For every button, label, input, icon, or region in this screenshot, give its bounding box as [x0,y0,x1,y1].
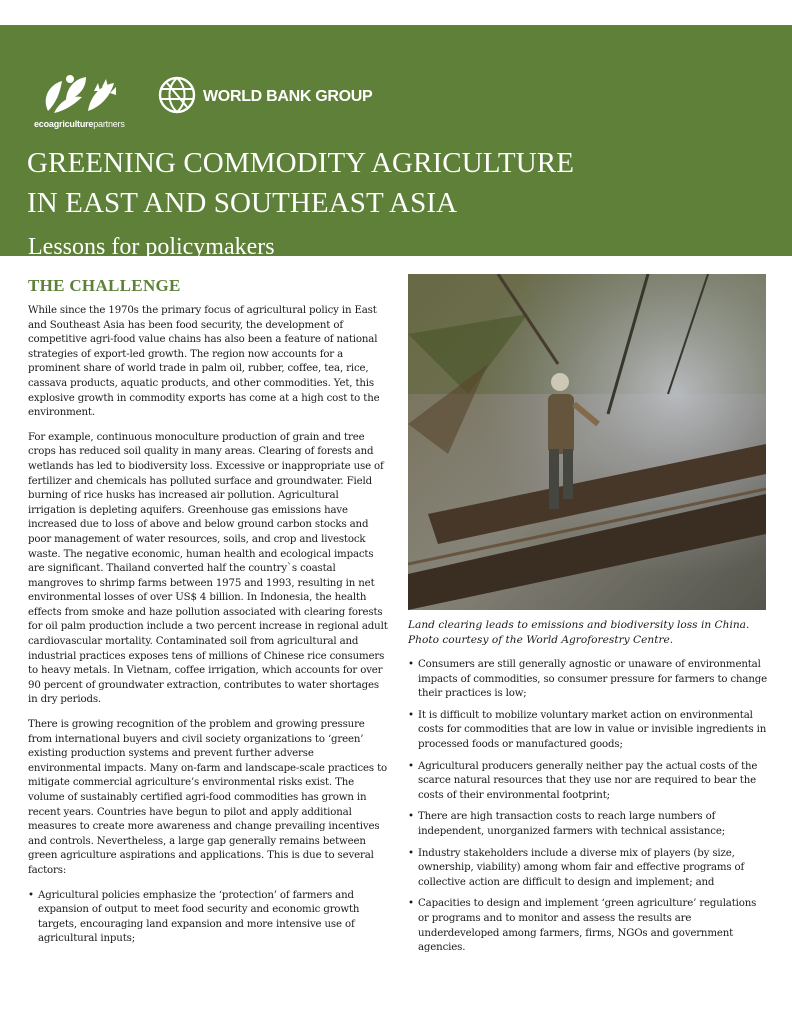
world-bank-wordmark: WORLD BANK GROUP [203,88,373,105]
ecoagriculture-leaf-icon [40,71,130,119]
list-item: • It is difficult to mobilize voluntary market action on environmental costs for commodities that are low in value or invisible ingredients in processed foods or manufactured goods; [408,709,767,750]
bullet-icon: • [28,889,34,901]
paragraph-examples: For example, continuous monoculture production of grain and tree crops has reduced soil quality in many areas. Clearing of forests and wetlands has led to biodiversity loss. Excessive or inappropriate use of fertilizer and chemicals has polluted surface and groundwater. Field burning of rice husks has increased air pollution. Agricultural irrigation is depleting aquifers. Greenhouse gas emissions have increased due to loss of above and below ground carbon stocks and poor management of water resources, soils, and crop and livestock waste. The negative economic, human health and ecological impacts are significant. Thailand converted half the country`s coastal mangroves to shrimp farms between 1975 and 1993, resulting in net environmental losses of over US$ 4 billion. In Indonesia, the health effects from smoke and haze pollution associated with clearing forests for oil palm production include a two percent increase in regional adult cardiovascular mortality. Contaminated soil from agricultural and industrial practices exposes tens of millions of Chinese rice consumers to heavy metals. In Vietnam, coffee irrigation, which accounts for over 90 percent of groundwater extraction, contributes to water shortages in dry periods. [28,431,388,706]
page-subtitle: Lessons for policymakers [28,234,275,260]
section-heading: THE CHALLENGE [28,276,181,295]
globe-icon [157,75,197,115]
list-item: • Industry stakeholders include a diverse mix of players (by size, ownership, viability) among whom fair and effective programs of collective action are difficult to design and implement; and [408,847,745,888]
bullet-icon: • [408,811,414,823]
bullet-icon: • [408,847,414,859]
photo-caption: Land clearing leads to emissions and biodiversity loss in China. Photo courtesy of the World Agroforestry Centre. [408,619,750,646]
paragraph-recognition: There is growing recognition of the problem and growing pressure from international buyers and civil society organizations to ‘green’ existing production systems and prevent further adverse environmental impacts. Many on-farm and landscape-scale practices to mitigate commercial agriculture’s environmental risks exist. The volume of sustainably certified agri-food commodities has grown in recent years. Countries have begun to pilot and apply additional measures to create more awareness and change prevailing incentives and controls. Nevertheless, a large gap generally remains between green agriculture aspirations and applications. This is due to several factors: [28,719,388,876]
list-item: • Consumers are still generally agnostic or unaware of environmental impacts of commodities, so consumer pressure for farmers to change their practices is low; [408,659,768,700]
right-column [408,274,768,963]
world-bank-logo [157,75,387,119]
bullet-icon: • [408,898,414,910]
list-item: • Agricultural policies emphasize the ‘protection’ of farmers and expansion of output to meet food security and economic growth targets, encouraging land expansion and more intensive use of agricultural inputs; [28,889,360,945]
page-title [27,143,767,223]
ecoagriculture-wordmark: ecoagriculturepartners [34,119,125,129]
list-item: • Agricultural producers generally neither pay the actual costs of the scarce natural resources that they use nor are required to bear the costs of their environmental footprint; [408,760,758,801]
bullet-icon: • [408,709,414,721]
left-bullet-list [28,889,388,947]
title-line-2: IN EAST AND SOUTHEAST ASIA [27,187,458,219]
photo-illustration [408,274,766,610]
list-item: • There are high transaction costs to reach large numbers of independent, unorganized farmers with technical assistance; [408,811,726,837]
list-item: • Capacities to design and implement ‘green agriculture’ regulations or programs and to monitor and assess the results are underdeveloped among farmers, firms, NGOs and government agencies. [408,898,757,954]
title-line-1: GREENING COMMODITY AGRICULTURE [27,147,575,179]
header-banner [0,25,792,260]
right-bullet-list [408,658,768,956]
bullet-icon: • [408,760,414,772]
paragraph-intro: While since the 1970s the primary focus of agricultural policy in East and Southeast Asia has been food security, the development of competitive agri-food value chains has also been a feature of national strategies of export-led growth. The region now accounts for a prominent share of world trade in palm oil, rubber, coffee, tea, rice, cassava products, aquatic products, and other commodities. Yet, this explosive growth in commodity exports has come at a high cost to the environment. [28,305,380,419]
ecoagriculture-logo [34,71,150,131]
left-column [28,276,388,947]
land-clearing-photo [408,274,766,610]
bullet-icon: • [408,659,414,670]
